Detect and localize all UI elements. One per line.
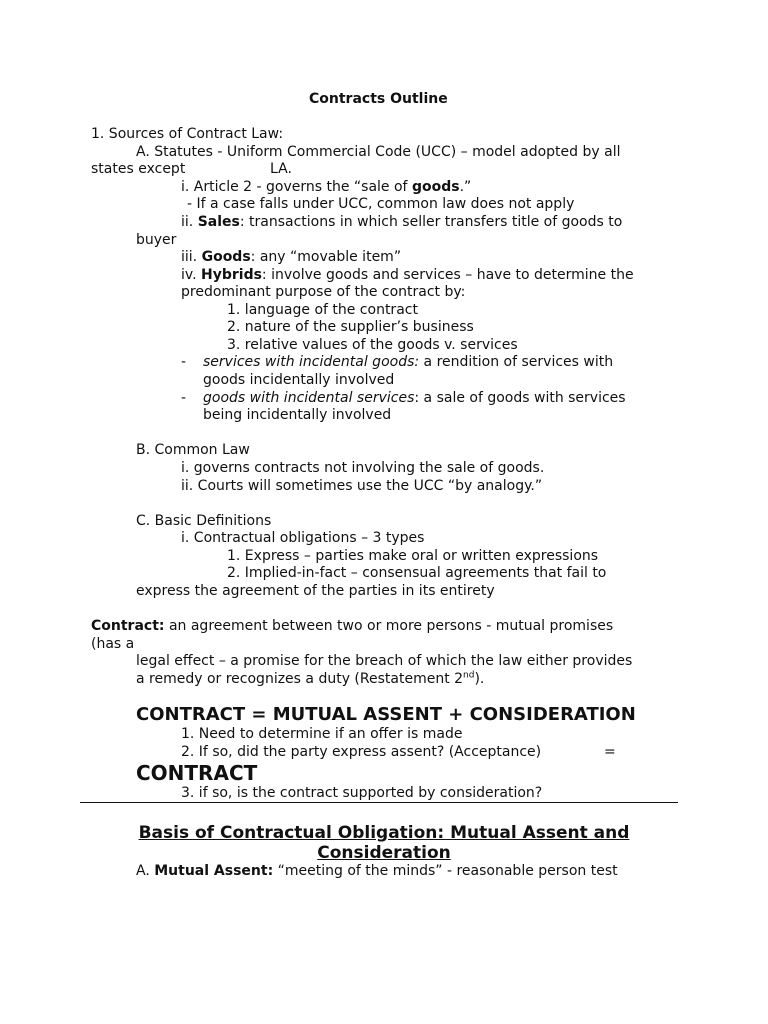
outline-line: buyer bbox=[136, 232, 177, 248]
text-run: a remedy or recognizes a duty (Restatement 2 bbox=[136, 671, 464, 687]
outline-line: i. Contractual obligations – 3 types bbox=[181, 530, 425, 546]
outline-line bbox=[181, 214, 622, 231]
definition-line bbox=[136, 671, 484, 688]
numbered-item: 2. If so, did the party express assent? (Acceptance) bbox=[181, 744, 542, 760]
superscript: nd bbox=[463, 670, 475, 681]
numbered-item: 1. Express – parties make oral or written expressions bbox=[227, 548, 599, 564]
horizontal-rule bbox=[80, 802, 678, 803]
bold-term: Goods bbox=[201, 249, 251, 265]
text-run: .” bbox=[459, 179, 472, 195]
document-title: Contracts Outline bbox=[309, 91, 448, 107]
italic-term: goods with incidental services bbox=[203, 390, 415, 406]
outline-line bbox=[181, 267, 634, 284]
text-run: : involve goods and services – have to determine the bbox=[261, 267, 634, 283]
bold-term: Mutual Assent: bbox=[154, 863, 274, 879]
section-title: Consideration bbox=[317, 843, 451, 863]
bold-term: goods bbox=[411, 179, 460, 195]
numbered-item: 3. if so, is the contract supported by consideration? bbox=[181, 785, 543, 801]
text-run: ). bbox=[474, 671, 485, 687]
numbered-item: 2. nature of the supplier’s business bbox=[227, 319, 474, 335]
outline-line: i. governs contracts not involving the sale of goods. bbox=[181, 460, 545, 476]
text-run: A. bbox=[136, 863, 155, 879]
outline-line: ii. Courts will sometimes use the UCC “by analogy.” bbox=[181, 478, 543, 494]
outline-line: LA. bbox=[270, 161, 292, 177]
definition-line: legal effect – a promise for the breach of which the law either provides bbox=[136, 653, 633, 669]
bullet-item: being incidentally involved bbox=[203, 407, 392, 423]
bullet-item bbox=[203, 354, 613, 371]
definition-line: (has a bbox=[91, 636, 135, 652]
outline-line: states except bbox=[91, 161, 186, 177]
equals-sign: = bbox=[604, 744, 616, 760]
formula-heading: CONTRACT = MUTUAL ASSENT + CONSIDERATION bbox=[136, 704, 636, 725]
section-title: Basis of Contractual Obligation: Mutual Assent and bbox=[138, 823, 630, 843]
bullet-item bbox=[203, 390, 626, 407]
numbered-item: 1. language of the contract bbox=[227, 302, 418, 318]
bullet-dash: - bbox=[181, 354, 187, 370]
outline-line bbox=[136, 863, 618, 880]
outline-line: express the agreement of the parties in its entirety bbox=[136, 583, 495, 599]
bold-term: Contract: bbox=[91, 618, 165, 634]
text-run: iii. bbox=[181, 249, 202, 265]
italic-term: services with incidental goods: bbox=[203, 354, 420, 370]
section-heading: B. Common Law bbox=[136, 442, 250, 458]
outline-line: predominant purpose of the contract by: bbox=[181, 284, 466, 300]
definition-line bbox=[91, 618, 613, 635]
text-run: “meeting of the minds” - reasonable person test bbox=[273, 863, 618, 879]
section-heading: 1. Sources of Contract Law: bbox=[91, 126, 284, 142]
outline-line: - If a case falls under UCC, common law does not apply bbox=[187, 196, 575, 212]
outline-line: A. Statutes - Uniform Commercial Code (UCC) – model adopted by all bbox=[136, 144, 621, 160]
text-run: an agreement between two or more persons - mutual promises bbox=[164, 618, 614, 634]
text-run: a rendition of services with bbox=[419, 354, 614, 370]
bold-term: Sales bbox=[197, 214, 240, 230]
numbered-item: 1. Need to determine if an offer is made bbox=[181, 726, 463, 742]
bullet-dash: - bbox=[181, 390, 187, 406]
outline-line bbox=[181, 179, 471, 196]
text-run: : any “movable item” bbox=[250, 249, 402, 265]
text-run: ii. bbox=[181, 214, 198, 230]
outline-line bbox=[181, 249, 401, 266]
bold-term: Hybrids bbox=[201, 267, 262, 283]
text-run: iv. bbox=[181, 267, 201, 283]
numbered-item: 3. relative values of the goods v. services bbox=[227, 337, 518, 353]
contract-result: CONTRACT bbox=[136, 761, 258, 785]
numbered-item: 2. Implied-in-fact – consensual agreements that fail to bbox=[227, 565, 607, 581]
text-run: i. Article 2 - governs the “sale of bbox=[181, 179, 412, 195]
text-run: : a sale of goods with services bbox=[414, 390, 626, 406]
section-heading: C. Basic Definitions bbox=[136, 513, 272, 529]
bullet-item: goods incidentally involved bbox=[203, 372, 395, 388]
text-run: : transactions in which seller transfers title of goods to bbox=[239, 214, 623, 230]
